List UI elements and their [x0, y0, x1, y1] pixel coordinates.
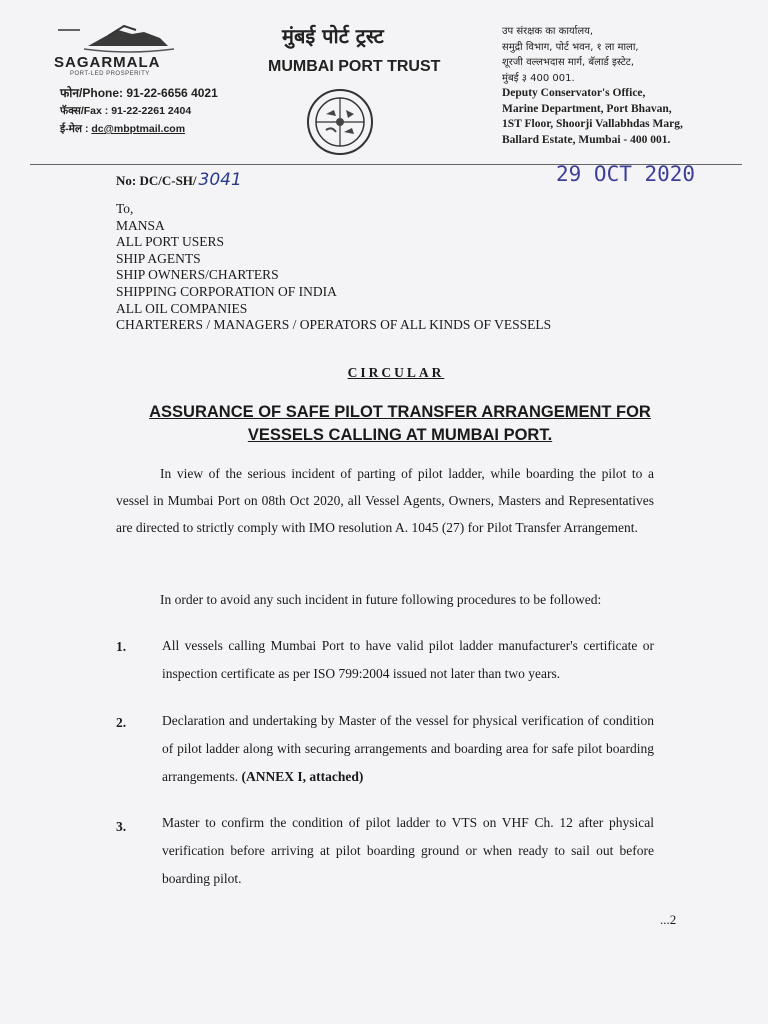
address-english-1: Deputy Conservator's Office, — [502, 87, 646, 99]
port-trust-seal-icon — [306, 88, 374, 156]
date-stamp: 29 OCT 2020 — [556, 162, 696, 186]
addressee-line: SHIP AGENTS — [116, 250, 201, 266]
addressee-line: MANSA — [116, 217, 165, 233]
hindi-title: मुंबई पोर्ट ट्रस्ट — [282, 24, 384, 48]
addressee-line: SHIPPING CORPORATION OF INDIA — [116, 283, 337, 299]
item-text-1: All vessels calling Mumbai Port to have valid pilot ladder manufacturer's certificate or inspection certificate as per ISO 799:2004 issued not later than two years. — [162, 638, 654, 681]
procedures-intro — [116, 586, 654, 613]
address-english-3: 1ST Floor, Shoorji Vallabhdas Marg, — [502, 118, 683, 130]
address-hindi-1: उप संरक्षक का कार्यालय, — [502, 26, 594, 37]
item-text-2 — [162, 707, 654, 791]
fax-line: फॅक्स/Fax : 91-22-2261 2404 — [60, 105, 192, 117]
reference-handwritten-number: 3041 — [198, 170, 242, 190]
sagarmala-logo — [48, 22, 208, 77]
reference-label: No: DC/C-SH/ — [116, 173, 197, 188]
logo-name: SAGARMALA — [54, 54, 161, 71]
addressee-line: SHIP OWNERS/CHARTERS — [116, 267, 279, 283]
intro-paragraph — [116, 460, 654, 541]
email-line — [60, 120, 218, 138]
subject-line-1: ASSURANCE OF SAFE PILOT TRANSFER ARRANGEMENT FOR — [149, 403, 651, 421]
logo-tagline: PORT-LED PROSPERITY — [70, 71, 150, 77]
email-label: ई-मेल : — [60, 123, 92, 135]
item-number-2: 2. — [116, 715, 127, 730]
intro-paragraph-text: In view of the serious incident of parting of pilot ladder, while boarding the pilot to a vessel in Mumbai Port on 08th Oct 2020, all Vessel Agents, Owners, Masters and Representatives are directed to strictly comply with IMO resolution A. 1045 (27) for Pilot Transfer Arrangement. — [116, 466, 654, 535]
reference-number — [116, 170, 242, 190]
addressee-line: CHARTERERS / MANAGERS / OPERATORS OF ALL KINDS OF VESSELS — [116, 317, 552, 333]
address-english-2: Marine Department, Port Bhavan, — [502, 102, 672, 115]
item-number-3: 3. — [116, 819, 127, 834]
procedures-intro-text: In order to avoid any such incident in future following procedures to be followed: — [160, 592, 602, 607]
addressee-list — [116, 201, 551, 334]
address-hindi-4: मुंबई ३ 400 001. — [502, 72, 575, 84]
subject-line-2: VESSELS CALLING AT MUMBAI PORT. — [247, 426, 553, 444]
subject-heading — [100, 401, 700, 447]
item-text-3: Master to confirm the condition of pilot ladder to VTS on VHF Ch. 12 after physical verification before arriving at pilot boarding ground or when ready to sail out before boarding pilot. — [162, 815, 654, 886]
address-hindi-3: शूरजी वल्लभदास मार्ग, बॅलार्ड इस्टेट, — [502, 57, 635, 68]
addressee-line: ALL OIL COMPANIES — [116, 300, 248, 316]
office-address — [502, 24, 752, 148]
address-hindi-2: समुद्री विभाग, पोर्ट भवन, १ ला माला, — [502, 41, 639, 53]
item-number-1: 1. — [116, 639, 127, 654]
annex-reference: (ANNEX I, attached) — [241, 769, 364, 784]
contact-block — [60, 84, 218, 138]
item-text-2-body: Declaration and undertaking by Master of the vessel for physical verification of condition of pilot ladder along with securing arrangements and boarding area for safe pilot boarding arrangements. — [162, 713, 654, 784]
english-title: MUMBAI PORT TRUST — [268, 58, 441, 75]
circular-heading-text: CIRCULAR — [347, 365, 445, 380]
addressee-line: To, — [116, 201, 134, 216]
circular-heading — [0, 365, 768, 381]
email-link[interactable]: dc@mbptmail.com — [91, 123, 186, 135]
address-english-4: Ballard Estate, Mumbai - 400 001. — [502, 133, 671, 146]
addressee-line: ALL PORT USERS — [116, 234, 224, 250]
continuation-marker: ...2 — [660, 912, 677, 927]
ship-logo-icon — [48, 22, 208, 56]
phone-line: फोन/Phone: 91-22-6656 4021 — [60, 86, 218, 100]
